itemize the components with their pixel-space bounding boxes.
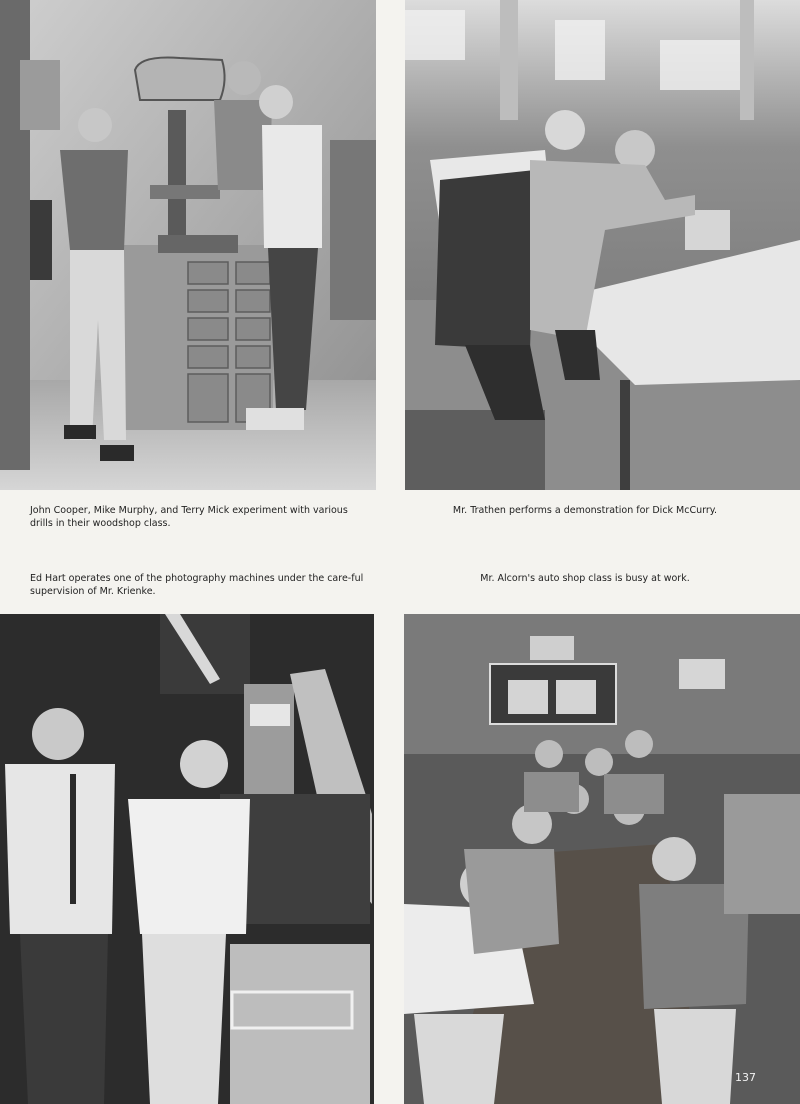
photo-photography-machine [0,614,374,1104]
photo-auto-shop-class [404,614,800,1104]
photo-shop-demonstration [405,0,800,490]
caption-demonstration: Mr. Trathen performs a demonstration for Dick McCurry. [452,505,718,516]
caption-auto-shop: Mr. Alcorn's auto shop class is busy at work. [480,573,690,584]
page-number: 137 [735,1071,756,1084]
caption-woodshop: John Cooper, Mike Murphy, and Terry Mick experiment with various drills in their woodshop class. [30,505,348,529]
photo-woodshop-drill-press [0,0,376,490]
caption-photography: Ed Hart operates one of the photography machines under the care-ful supervision of Mr. Krienke. [30,573,364,597]
